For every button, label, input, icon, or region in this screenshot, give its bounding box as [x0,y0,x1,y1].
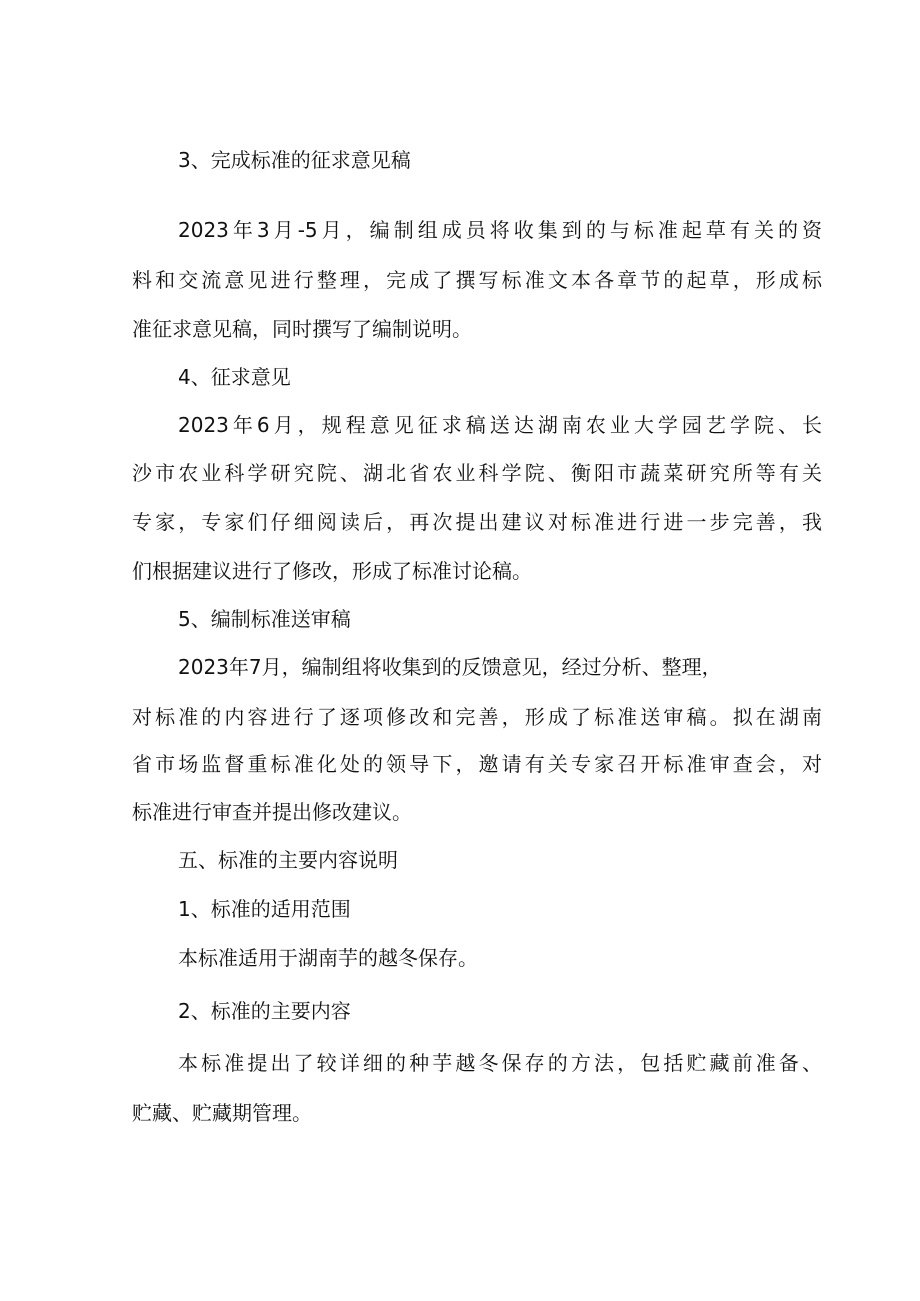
paragraph-line: 们根据建议进行了修改，形成了标准讨论稿。 [132,559,532,583]
paragraph-line: 对标准的内容进行了逐项修改和完善，形成了标准送审稿。拟在湖南 [132,705,822,729]
paragraph-line: 本标准适用于湖南芋的越冬保存。 [178,946,478,970]
heading-2: 2、标准的主要内容 [178,999,351,1023]
paragraph-line: 沙市农业科学研究院、湖北省农业科学院、衡阳市蔬菜研究所等有关 [132,461,822,485]
heading-5: 5、编制标准送审稿 [178,607,351,631]
paragraph-line: 贮藏、贮藏期管理。 [132,1101,312,1125]
heading-3: 3、完成标准的征求意见稿 [178,148,411,172]
paragraph-line: 省市场监督重标准化处的领导下，邀请有关专家召开标准审查会，对 [132,752,822,776]
paragraph-line: 本标准提出了较详细的种芋越冬保存的方法，包括贮藏前准备、 [178,1051,822,1075]
section-heading: 五、标准的主要内容说明 [178,848,398,872]
paragraph-line: 2023年6月，规程意见征求稿送达湖南农业大学园艺学院、长 [178,413,822,437]
paragraph-line: 2023年3月-5月，编制组成员将收集到的与标准起草有关的资 [178,218,822,242]
heading-1: 1、标准的适用范围 [178,897,351,921]
paragraph-line: 准征求意见稿，同时撰写了编制说明。 [132,317,472,341]
paragraph-line: 专家，专家们仔细阅读后，再次提出建议对标准进行进一步完善，我 [132,510,822,534]
heading-4: 4、征求意见 [178,365,291,389]
paragraph-line: 料和交流意见进行整理，完成了撰写标准文本各章节的起草，形成标 [132,268,822,292]
paragraph-line: 标准进行审查并提出修改建议。 [132,800,412,824]
paragraph-line: 2023年7月，编制组将收集到的反馈意见，经过分析、整理， [178,655,722,679]
